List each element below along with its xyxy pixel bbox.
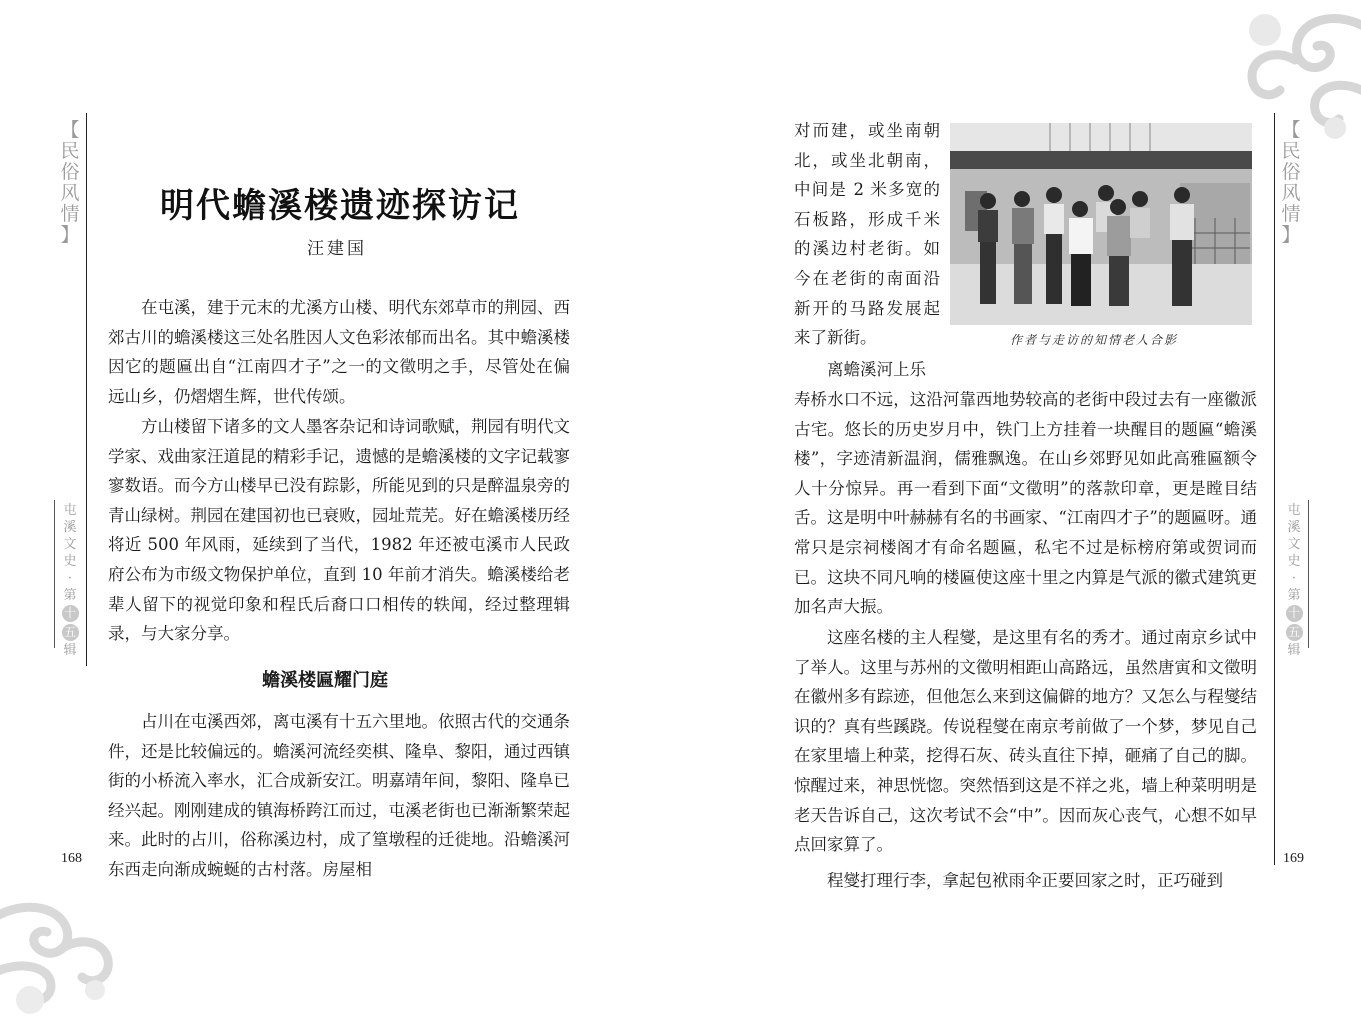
journal-char: 辑	[63, 643, 77, 658]
journal-char: 屯	[63, 503, 77, 518]
journal-char: 溪	[1287, 520, 1301, 535]
page-number: 168	[61, 851, 82, 866]
margin-rule	[1274, 113, 1275, 865]
paragraph: 在屯溪，建于元末的尤溪方山楼、明代东郊草市的荆园、西郊古川的蟾溪楼这三处名胜因人文色彩浓郁而出名。其中蟾溪楼因它的题匾出自“江南四才子”之一的文徵明之手，尽管处在偏远山乡，仍熠熠生辉，世代传颂。	[108, 298, 570, 406]
journal-rule	[1308, 500, 1309, 648]
section-tab-char: 】	[60, 224, 80, 246]
paragraph: 离蟾溪河上乐	[827, 360, 926, 379]
journal-issue-char: 十	[62, 605, 79, 622]
journal-char: 第	[63, 588, 77, 603]
section-tab	[1278, 120, 1304, 246]
journal-issue-char: 十	[1286, 605, 1303, 622]
right-page	[680, 0, 1361, 1016]
journal-char: 文	[1287, 537, 1301, 552]
photo-caption: 作者与走访的知情老人合影	[1010, 333, 1179, 347]
section-tab-char: 情	[1281, 203, 1301, 225]
journal-rule	[54, 500, 55, 648]
section-tab-char: 俗	[60, 161, 80, 183]
journal-char: ·	[1291, 571, 1297, 586]
section-tab-char: 风	[60, 182, 80, 204]
journal-char: 第	[1287, 588, 1301, 603]
section-tab-char: 民	[1281, 140, 1301, 162]
journal-char: ·	[67, 571, 73, 586]
paragraph: 这座名楼的主人程燮，是这里有名的秀才。通过南京乡试中了举人。这里与苏州的文徵明相距山高路远，虽然唐寅和文徵明在徽州多有踪迹，但他怎么来到这偏僻的地方？又怎么与程燮结识的？真有些蹊跷。传说程燮在南京考前做了一个梦，梦见自己在家里墙上种菜，挖得石灰、砖头直往下掉，砸痛了自己的脚。惊醒过来，神思恍惚。突然悟到这是不祥之兆，墙上种菜明明是老天告诉自己，这次考试不会“中”。因而灰心丧气，心想不如早点回家算了。	[794, 628, 1257, 855]
section-tab-char: 俗	[1281, 161, 1301, 183]
section-tab-char: 风	[1281, 182, 1301, 204]
page-number: 169	[1283, 851, 1304, 866]
section-tab-char: 民	[60, 140, 80, 162]
journal-mark	[1284, 502, 1304, 659]
journal-char: 辑	[1287, 643, 1301, 658]
section-tab-char: 【	[60, 119, 80, 141]
journal-issue-char: 五	[62, 624, 79, 641]
group-photo	[950, 123, 1252, 325]
journal-mark	[60, 502, 80, 659]
paragraph: 占川在屯溪西郊，离屯溪有十五六里地。依照古代的交通条件，还是比较偏远的。蟾溪河流经奕棋、隆阜、黎阳，通过西镇街的小桥流入率水，汇合成新安江。明嘉靖年间，黎阳、隆阜已经兴起。刚刚建成的镇海桥跨江而过，屯溪老街也已渐渐繁荣起来。此时的占川，俗称溪边村，成了篁墩程的迁徙地。沿蟾溪河东西走向渐成蜿蜒的古村落。房屋相	[108, 712, 570, 879]
journal-char: 史	[1287, 554, 1301, 569]
section-heading: 蟾溪楼匾耀门庭	[262, 670, 388, 691]
margin-rule	[86, 113, 87, 666]
cloud-ornament-icon	[1240, 0, 1361, 140]
paragraph: 寿桥水口不远，这沿河靠西地势较高的老街中段过去有一座徽派古宅。悠长的历史岁月中，铁门上方挂着一块醒目的题匾“蟾溪楼”，字迹清新温润，儒雅飘逸。在山乡郊野见如此高雅匾额令人十分惊异。再一看到下面“文徵明”的落款印章，更是瞠目结舌。这是明中叶赫赫有名的书画家、“江南四才子”的题匾呀。通常只是宗祠楼阁才有命名题匾，私宅不过是标榜府第或贺词而已。这块不同凡响的楼匾使这座十里之内算是气派的徽式建筑更加名声大振。	[794, 390, 1257, 617]
article-author: 汪建国	[307, 239, 367, 259]
paragraph: 对而建，或坐南朝北，或坐北朝南，中间是 2 米多宽的石板路，形成千米的溪边村老街。如今在老街的南面沿新开的马路发展起来了新街。	[794, 121, 940, 348]
article-title: 明代蟾溪楼遗迹探访记	[160, 186, 520, 226]
section-tab-char: 】	[1281, 224, 1301, 246]
journal-char: 文	[63, 537, 77, 552]
section-tab	[57, 120, 83, 246]
journal-issue-char: 五	[1286, 624, 1303, 641]
journal-char: 史	[63, 554, 77, 569]
section-tab-char: 情	[60, 203, 80, 225]
section-tab-char: 【	[1281, 119, 1301, 141]
journal-char: 屯	[1287, 503, 1301, 518]
paragraph: 方山楼留下诸多的文人墨客杂记和诗词歌赋，荆园有明代文学家、戏曲家汪道昆的精彩手记，遗憾的是蟾溪楼的文字记载寥寥数语。而今方山楼早已没有踪影，所能见到的只是醉温泉旁的青山绿树。荆园在建国初也已衰败，园址荒芜。好在蟾溪楼历经将近 500 年风雨，延续到了当代，1982 年还被屯溪市人民政府公布为市级文物保护单位，直到 10 年前才消失。蟾溪楼给老辈人留下的视觉印象和程氏后裔口口相传的轶闻，经过整理辑录，与大家分享。	[108, 417, 570, 644]
paragraph: 程燮打理行李，拿起包袱雨伞正要回家之时，正巧碰到	[827, 871, 1223, 890]
cloud-ornament-icon	[0, 880, 120, 1016]
journal-char: 溪	[63, 520, 77, 535]
left-page	[0, 0, 680, 1016]
